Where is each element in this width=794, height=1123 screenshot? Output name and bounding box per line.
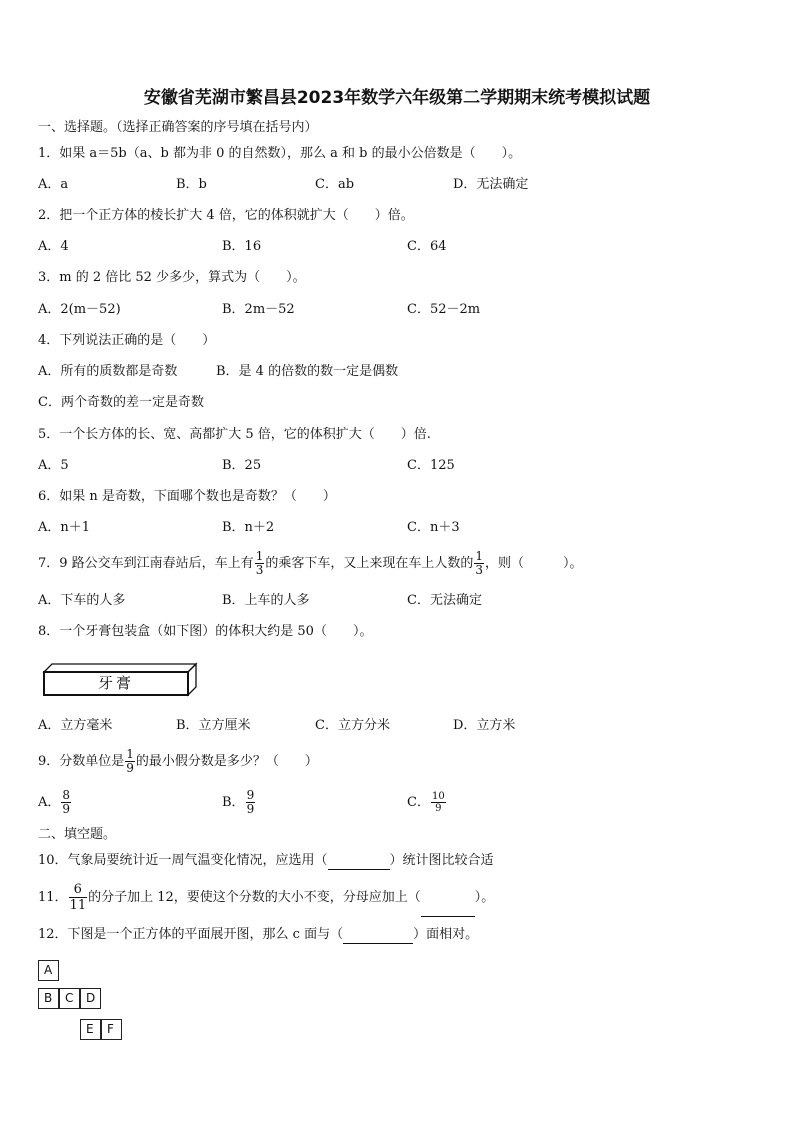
q9-option-a-label: A． [38,795,61,810]
q7-option-c: C．无法确定 [407,593,482,608]
q5-option-b: B．25 [222,458,262,473]
q7-frac1-denominator: 3 [255,563,264,577]
q9-option-a-fraction [61,789,71,816]
question-4: 4．下列说法正确的是（ ） [38,333,216,348]
q11-frac-numerator: 6 [69,882,88,898]
q3-option-a: A．2(m－52) [38,302,121,317]
question-8: 8．一个牙膏包装盒（如下图）的体积大约是 50（ ）。 [38,624,373,639]
q11-text-1: 的分子加上 12，要使这个分数的大小不变，分母应加上（ [88,890,421,905]
q7-fraction-1 [255,550,265,577]
q3-option-c: C．52－2m [407,302,481,317]
q9-option-b [222,789,256,817]
q9-text-2: 的最小假分数是多少？（ ） [135,754,318,769]
net-face-c: C [59,988,80,1009]
q4-option-b: B．是 4 的倍数的数一定是偶数 [216,364,399,379]
q9-option-b-denominator: 9 [246,802,255,816]
q5-option-a: A．5 [38,458,69,473]
q2-option-a: A．4 [38,239,69,254]
q7-text-2: 的乘客下车，又上来现在车上人数的 [265,556,474,571]
net-face-f: F [101,1019,122,1040]
question-10 [38,853,494,870]
q9-option-a-numerator: 8 [62,788,71,802]
q8-option-a: A．立方毫米 [38,718,113,733]
q6-option-b: B．n＋2 [222,520,275,535]
q2-option-b: B．16 [222,239,262,254]
q9-fraction [125,748,135,775]
section-heading-choice: 一、选择题。（选择正确答案的序号填在括号内） [38,120,318,135]
net-face-b: B [38,988,59,1009]
section-heading-fill: 二、填空题。 [38,827,117,842]
q9-option-a-denominator: 9 [62,802,71,816]
q9-option-c [407,789,447,817]
question-5: 5．一个长方体的长、宽、高都扩大 5 倍，它的体积扩大（ ）倍. [38,427,431,442]
q6-option-a: A．n＋1 [38,520,91,535]
q8-option-d: D．立方米 [453,718,516,733]
q1-option-c: C．ab [315,177,355,192]
net-face-d: D [80,988,101,1009]
q9-frac-numerator: 1 [126,747,134,761]
question-9 [38,748,318,776]
q7-option-a: A．下车的人多 [38,593,126,608]
q9-option-c-numerator: 10 [431,791,445,802]
q4-option-c: C．两个奇数的差一定是奇数 [38,395,204,410]
toothpaste-box-label: 牙膏 [98,674,135,692]
q8-option-b: B．立方厘米 [176,718,251,733]
q4-option-a: A．所有的质数都是奇数 [38,364,178,379]
question-6: 6．如果 n 是奇数，下面哪个数也是奇数？（ ） [38,489,336,504]
q7-fraction-2 [474,550,484,577]
q7-text-3: ，则（ ）。 [484,556,583,571]
net-face-e: E [80,1019,101,1040]
q11-text-2: ）。 [474,890,495,905]
q3-option-b: B．2m－52 [222,302,295,317]
q11-fraction [69,882,88,913]
q9-text-1: 9．分数单位是 [38,754,125,769]
q7-frac2-denominator: 3 [475,563,483,577]
page-title: 安徽省芜湖市繁昌县2023年数学六年级第二学期期末统考模拟试题 [143,88,651,108]
q10-text-2: ）统计图比较合适 [389,853,494,868]
question-7 [38,550,583,578]
q12-answer-blank[interactable] [343,927,413,944]
q7-text-1: 7．9 路公交车到江南春站后，车上有 [38,556,254,571]
question-2: 2．把一个正方体的棱长扩大 4 倍，它的体积就扩大（ ）倍。 [38,208,414,223]
q9-option-b-fraction [246,789,256,816]
q9-option-c-fraction [431,791,446,814]
q8-option-c: C．立方分米 [315,718,390,733]
q9-option-c-label: C． [407,795,430,810]
q7-frac2-numerator: 1 [475,549,483,563]
q7-option-b: B．上车的人多 [222,593,310,608]
net-face-a: A [38,960,59,981]
q11-answer-blank[interactable] [421,880,475,917]
q9-option-a [38,789,72,817]
question-1: 1．如果 a＝5b（a、b 都为非 0 的自然数），那么 a 和 b 的最小公倍数是（ ）。 [38,146,522,161]
q9-option-b-numerator: 9 [246,788,255,802]
q1-option-d: D．无法确定 [453,177,529,192]
q1-option-b: B．b [176,177,207,192]
q12-text-1: 12．下图是一个正方体的平面展开图，那么 c 面与（ [38,927,344,942]
q11-frac-denominator: 11 [69,898,87,913]
q11-number: 11． [38,890,68,905]
q10-answer-blank[interactable] [328,853,390,870]
question-12 [38,927,478,944]
q9-option-c-denominator: 9 [435,803,442,814]
question-11 [38,880,494,917]
toothpaste-box-figure [42,662,202,702]
q2-option-c: C．64 [407,239,447,254]
q1-option-a: A．a [38,177,69,192]
q6-option-c: C．n＋3 [407,520,460,535]
question-3: 3．m 的 2 倍比 52 少多少，算式为（ ）。 [38,270,306,285]
q9-option-b-label: B． [222,795,245,810]
q10-text-1: 10．气象局要统计近一周气温变化情况，应选用（ [38,853,328,868]
q9-frac-denominator: 9 [126,761,134,775]
q12-text-2: ）面相对。 [413,927,479,942]
q7-frac1-numerator: 1 [255,549,264,563]
q5-option-c: C．125 [407,458,455,473]
